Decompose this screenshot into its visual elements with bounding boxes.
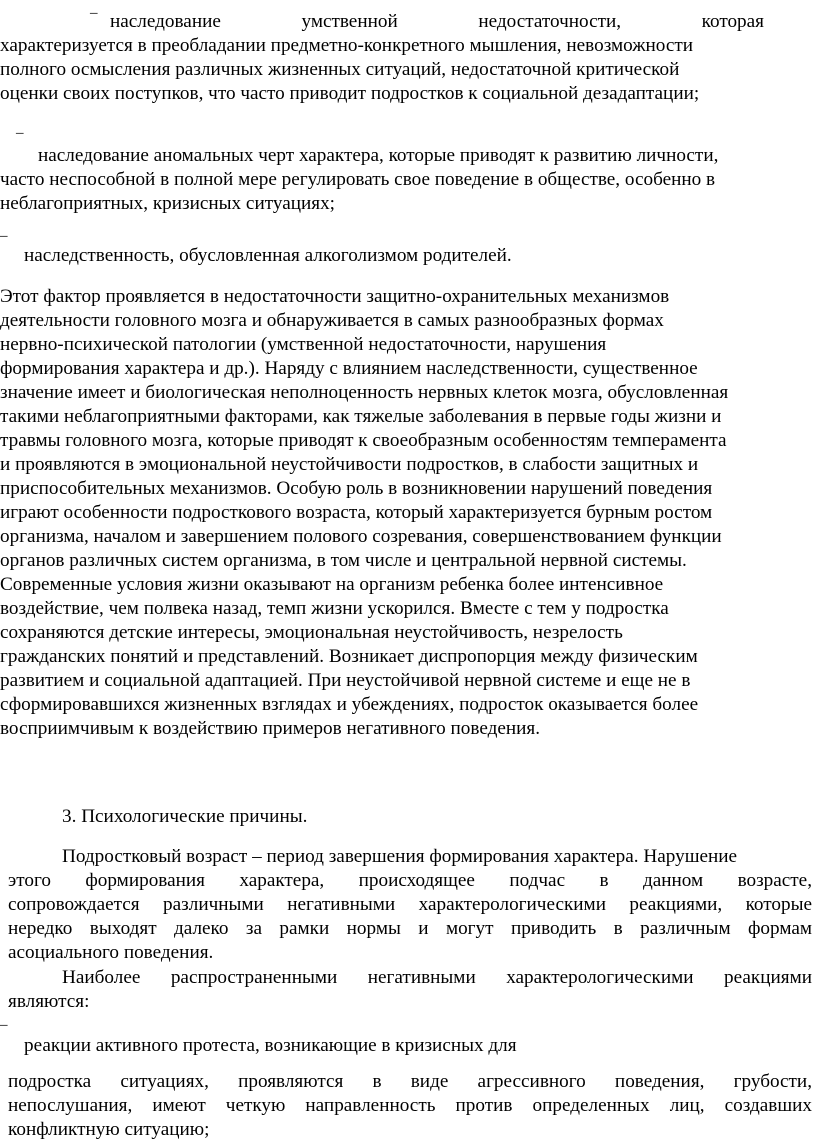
list-dash: – <box>16 125 24 141</box>
list-item-active-protest <box>0 1034 816 1058</box>
text-line: сопровождается различными негативными характерологическими реакциями, которые <box>8 894 812 915</box>
text-line: конфликтную ситуацию; <box>8 1119 210 1140</box>
text-line: восприимчивым к воздействию примеров негативного поведения. <box>0 718 541 739</box>
list-dash: – <box>90 5 98 21</box>
list-dash: – <box>0 228 8 244</box>
text-line: организма, началом и завершением полового созревания, совершенствованием функции <box>0 526 722 547</box>
text-line: такими неблагоприятными факторами, как тяжелые заболевания в первые годы жизни и <box>0 406 722 427</box>
text-line: и проявляются в эмоциональной неустойчивости подростков, в слабости защитных и <box>0 454 699 475</box>
text-line: наследственность, обусловленная алкоголизмом родителей. <box>24 245 512 266</box>
text-line: Этот фактор проявляется в недостаточности защитно-охранительных механизмов <box>0 286 670 307</box>
text-line: развитием и социальной адаптацией. При неустойчивой нервной системе и еще не в <box>0 670 691 691</box>
paragraph-factor <box>0 285 816 741</box>
text-line: приспособительных механизмов. Особую роль в возникновении нарушений поведения <box>0 478 713 499</box>
text-line: непослушания, имеют четкую направленность против определенных лиц, создавших <box>8 1095 812 1116</box>
text-line: играют особенности подросткового возраста, который характеризуется бурным ростом <box>0 502 713 523</box>
text-line: полного осмысления различных жизненных ситуаций, недостаточной критической <box>0 59 680 80</box>
text-line: нервно-психической патологии (умственной недостаточности, нарушения <box>0 334 607 355</box>
list-item-abnormal-traits <box>0 144 816 216</box>
text-line: подростка ситуациях, проявляются в виде агрессивного поведения, грубости, <box>8 1071 812 1092</box>
paragraph-adolescent-age <box>0 845 816 965</box>
text-line: наследование аномальных черт характера, которые приводят к развитию личности, <box>38 145 719 166</box>
text-line: травмы головного мозга, которые приводят к своеобразным особенностям темперамента <box>0 430 727 451</box>
text-line: наследование умственной недостаточности, которая <box>110 11 764 32</box>
text-line: часто неспособной в полной мере регулировать свое поведение в обществе, особенно в <box>0 169 716 190</box>
list-dash: – <box>0 1017 8 1033</box>
text-line: оценки своих поступков, что часто приводит подростков к социальной дезадаптации; <box>0 83 700 104</box>
text-line: являются: <box>8 991 90 1012</box>
text-line: органов различных систем организма, в том числе и центральной нервной системы. <box>0 550 687 571</box>
text-line: асоциального поведения. <box>8 942 214 963</box>
list-item-alcoholism <box>0 244 816 268</box>
text-line: формирования характера и др.). Наряду с влиянием наследственности, существенное <box>0 358 698 379</box>
text-line: неблагоприятных, кризисных ситуациях; <box>0 193 335 214</box>
text-line: Подростковый возраст – период завершения формирования характера. Нарушение <box>62 846 738 867</box>
text-line: Современные условия жизни оказывают на организм ребенка более интенсивное <box>0 574 664 595</box>
text-line: Наиболее распространенными негативными характерологическими реакциями <box>62 967 812 988</box>
text-line: гражданских понятий и представлений. Возникает диспропорция между физическим <box>0 646 698 667</box>
paragraph-protest-continuation <box>0 1070 816 1142</box>
text-line: воздействие, чем полвека назад, темп жизни ускорился. Вместе с тем у подростка <box>0 598 669 619</box>
text-line: значение имеет и биологическая неполноценность нервных клеток мозга, обусловленная <box>0 382 729 403</box>
paragraph-most-common <box>0 966 816 1014</box>
text-line: характеризуется в преобладании предметно-конкретного мышления, невозможности <box>0 35 694 56</box>
text-line: деятельности головного мозга и обнаруживается в самых разнообразных формах <box>0 310 664 331</box>
text-line: сохраняются детские интересы, эмоциональная неустойчивость, незрелость <box>0 622 623 643</box>
list-item-mental-deficiency <box>0 10 816 106</box>
text-line: сформировавшихся жизненных взглядах и убеждениях, подросток оказывается более <box>0 694 699 715</box>
text-line: нередко выходят далеко за рамки нормы и могут приводить в различным формам <box>8 918 812 939</box>
text-line: реакции активного протеста, возникающие в кризисных для <box>24 1035 517 1056</box>
text-line: этого формирования характера, происходящее подчас в данном возрасте, <box>8 870 812 891</box>
section-heading: 3. Психологические причины. <box>62 806 308 827</box>
